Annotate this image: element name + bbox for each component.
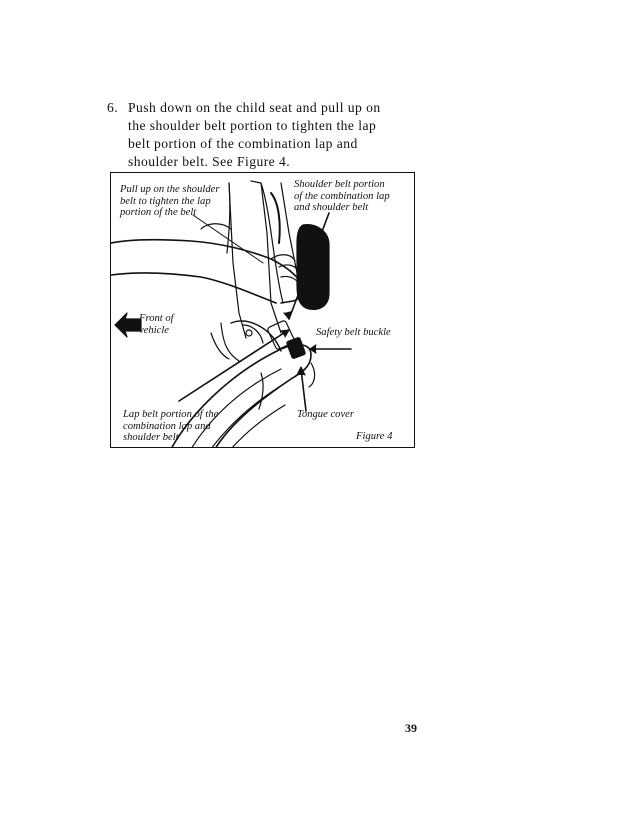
step-line: belt portion of the combination lap and [128, 136, 358, 151]
callout-front-of-vehicle: Front of vehicle [139, 313, 174, 336]
step-line: shoulder belt. See Figure 4. [128, 154, 291, 169]
step-text [128, 99, 428, 171]
front-arrow-icon [115, 313, 141, 337]
callout-safety-belt-buckle: Safety belt buckle [316, 327, 391, 338]
page-number: 39 [405, 721, 417, 735]
callout-lap-belt: Lap belt portion of the combination lap and shoulder belt [123, 409, 219, 444]
step-line: the shoulder belt portion to tighten the lap [128, 118, 377, 133]
callout-tongue-cover: Tongue cover [297, 409, 354, 420]
figure-caption: Figure 4 [356, 431, 393, 442]
callout-shoulder-belt: Shoulder belt portion of the combination lap and shoulder belt [294, 179, 390, 214]
callout-pull-up: Pull up on the shoulder belt to tighten the lap portion of the belt [120, 184, 220, 219]
figure-4-illustration [110, 172, 415, 448]
step-line: Push down on the child seat and pull up on [128, 100, 381, 115]
step-number: 6. [107, 100, 119, 115]
